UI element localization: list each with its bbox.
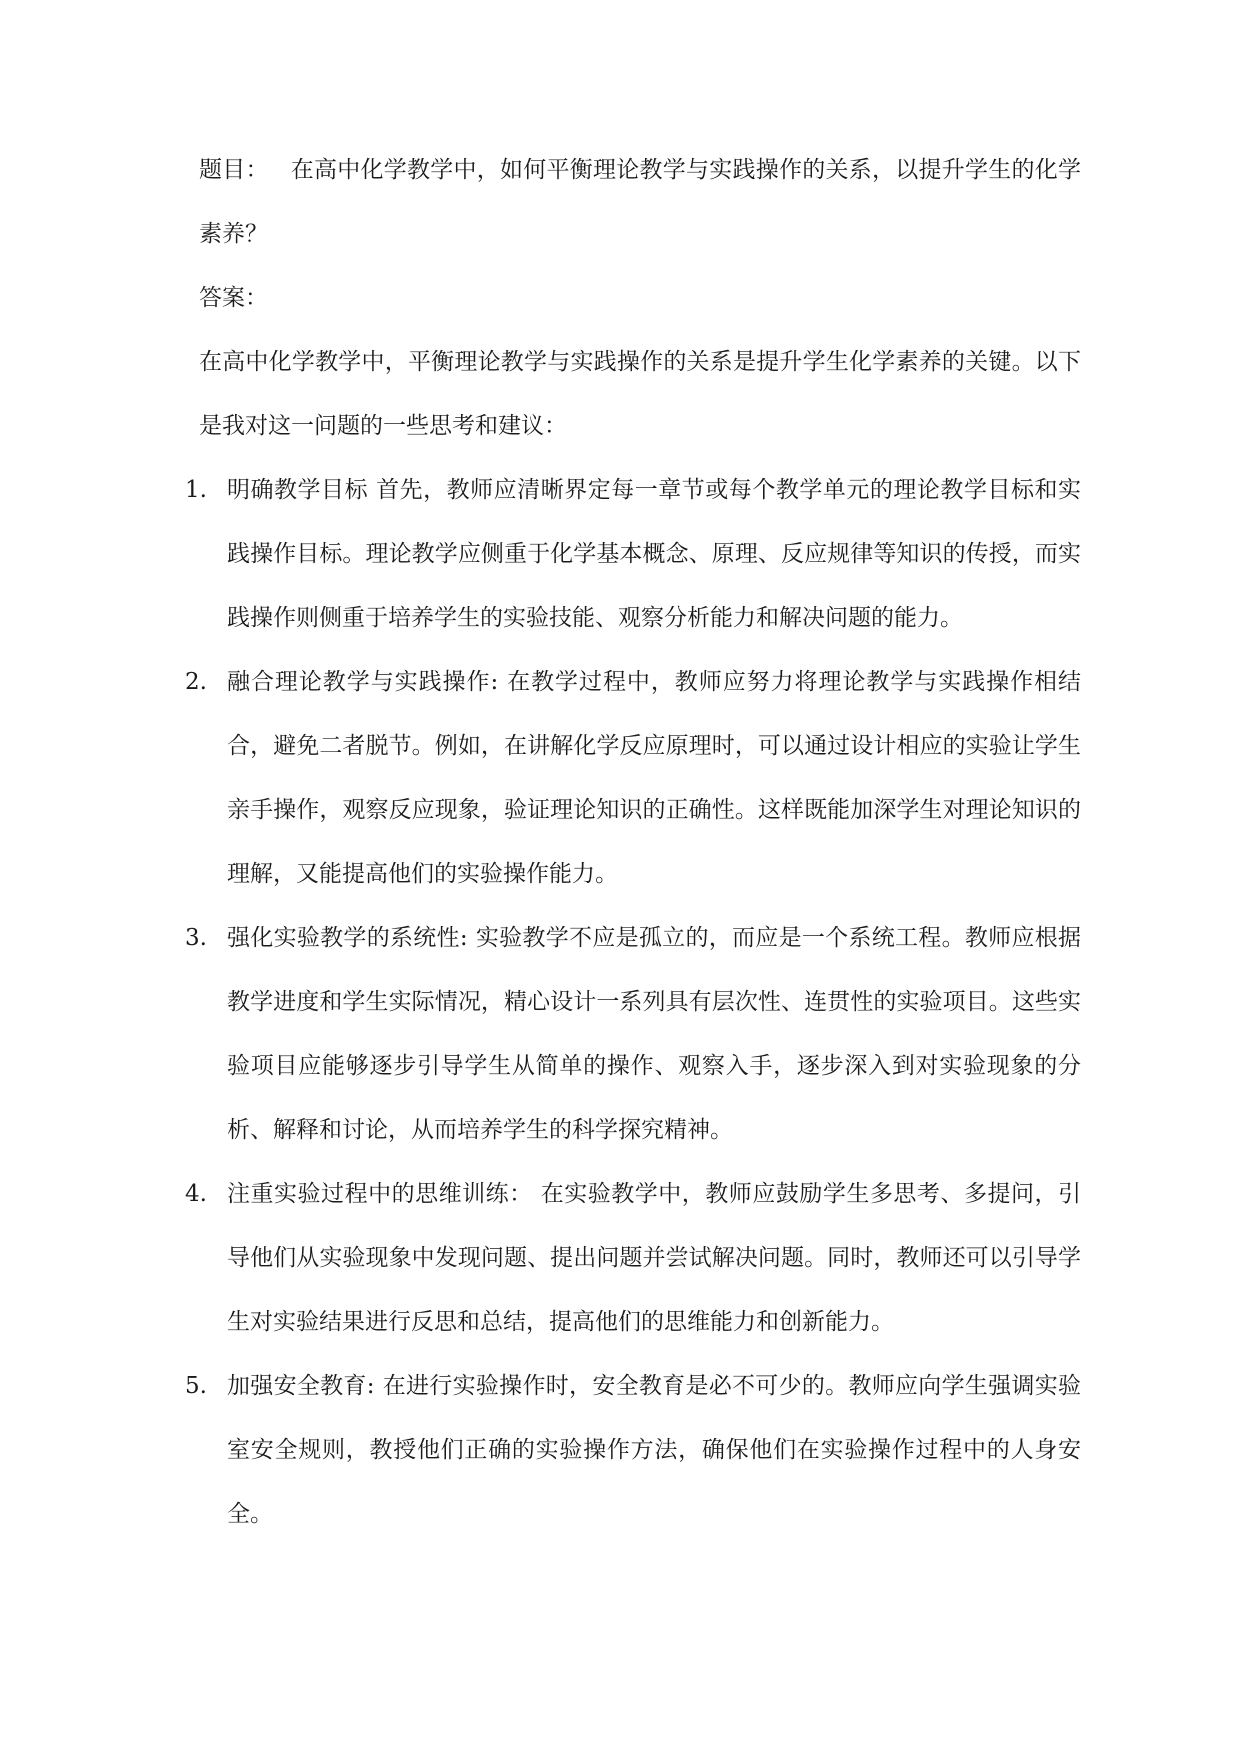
- question-text: 在高中化学教学中，如何平衡理论教学与实践操作的关系，以提升学生的化学素养？: [199, 157, 1081, 247]
- list-item-body: 在进行实验操作时，安全教育是必不可少的。教师应向学生强调实验室安全规则，教授他们正确的实验操作方法，确保他们在实验操作过程中的人身安全。: [227, 1373, 1082, 1527]
- list-item-number: 2.: [185, 669, 207, 695]
- list-item: [185, 650, 1082, 906]
- list-item-body: 首先，教师应清晰界定每一章节或每个教学单元的理论教学目标和实践操作目标。理论教学应侧重于化学基本概念、原理、反应规律等知识的传授，而实践操作则侧重于培养学生的实验技能、观察分析能力和解决问题的能力。: [227, 477, 1082, 631]
- list-item-heading: 融合理论教学与实践操作:: [227, 669, 499, 695]
- list-item-body: 在实验教学中，教师应鼓励学生多思考、多提问，引导他们从实验现象中发现问题、提出问题并尝试解决问题。同时，教师还可以引导学生对实验结果进行反思和总结，提高他们的思维能力和创新能力。: [227, 1181, 1082, 1335]
- list-item: [185, 1354, 1082, 1546]
- list-item-number: 5.: [185, 1373, 207, 1399]
- list-item-heading: 注重实验过程中的思维训练：: [227, 1181, 533, 1207]
- question-label: 题目：: [199, 157, 269, 183]
- list-item-body: 在教学过程中，教师应努力将理论教学与实践操作相结合，避免二者脱节。例如，在讲解化学反应原理时，可以通过设计相应的实验让学生亲手操作，观察反应现象，验证理论知识的正确性。这样既能加深学生对理论知识的理解，又能提高他们的实验操作能力。: [227, 669, 1082, 887]
- intro-paragraph: 在高中化学教学中，平衡理论教学与实践操作的关系是提升学生化学素养的关键。以下是我对这一问题的一些思考和建议：: [199, 349, 1081, 439]
- list-item-number: 4.: [185, 1181, 207, 1207]
- question-paragraph: [199, 138, 1081, 266]
- document-content: [185, 138, 1082, 1546]
- list-item-heading: 明确教学目标: [227, 477, 369, 503]
- list-item: [185, 1162, 1082, 1354]
- list-item-number: 3.: [185, 925, 207, 951]
- list-item-body: 实验教学不应是孤立的，而应是一个系统工程。教师应根据教学进度和学生实际情况，精心设计一系列具有层次性、连贯性的实验项目。这些实验项目应能够逐步引导学生从简单的操作、观察入手，逐步深入到对实验现象的分析、解释和讨论，从而培养学生的科学探究精神。: [227, 925, 1082, 1143]
- list-item: [185, 906, 1082, 1162]
- list-item-number: 1.: [185, 477, 207, 503]
- list-item-heading: 加强安全教育:: [227, 1373, 375, 1399]
- list-item: [185, 458, 1082, 650]
- suggestion-list: [185, 458, 1082, 1546]
- list-item-heading: 强化实验教学的系统性:: [227, 925, 468, 951]
- answer-label: 答案：: [199, 285, 268, 311]
